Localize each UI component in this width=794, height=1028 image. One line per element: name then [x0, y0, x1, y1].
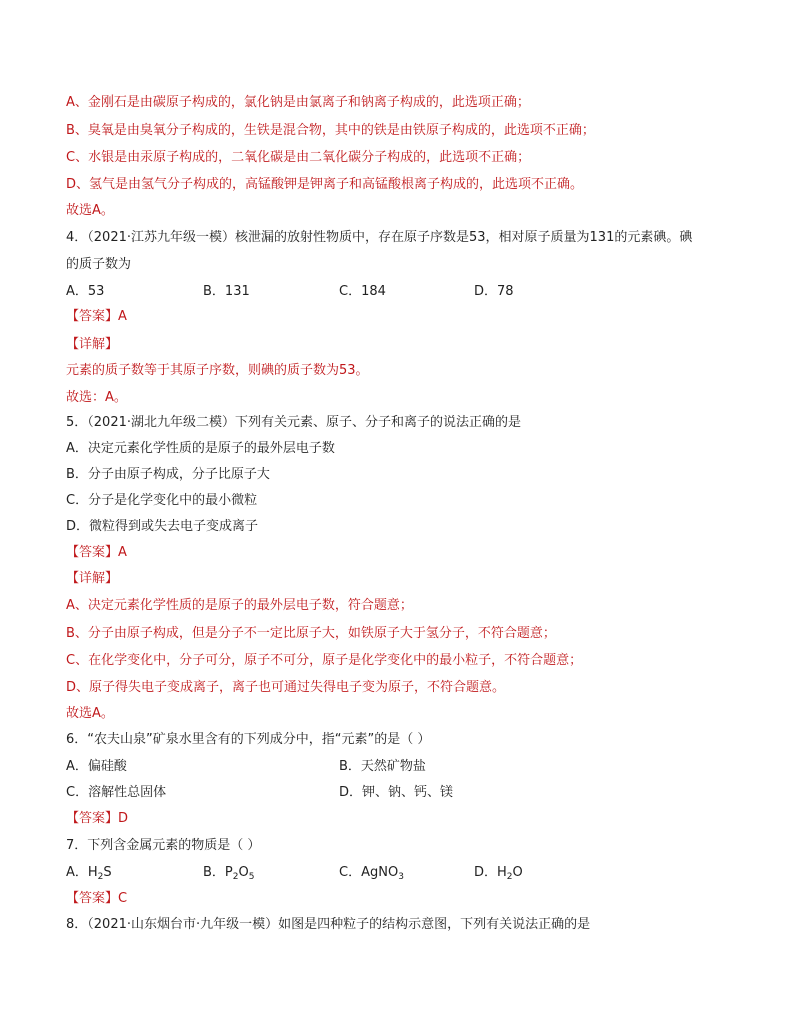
- question-4-stem-1: 4．（2021·江苏九年级一模）核泄漏的放射性物质中，存在原子序数是53，相对原子质量为131的元素碘。碘: [66, 230, 693, 245]
- question-7-option-c: [339, 864, 404, 882]
- question-7-option-b-sub2: 5: [248, 872, 255, 882]
- question-6-stem: 6．“农夫山泉”矿泉水里含有的下列成分中，指“元素”的是（ ）: [66, 732, 431, 747]
- question-7-option-a-prefix: A．H: [66, 865, 98, 880]
- question-7-option-d-prefix: D．H: [474, 865, 507, 880]
- question-7-option-d: [474, 864, 523, 882]
- question-7-option-d-suffix: O: [512, 865, 523, 880]
- question-7-stem: 7．下列含金属元素的物质是（ ）: [66, 838, 261, 853]
- question-7-option-a-sub: 2: [97, 872, 104, 882]
- question-7-option-a: [66, 864, 112, 882]
- question-5-detail-c: C、在化学变化中，分子可分，原子不可分，原子是化学变化中的最小粒子，不符合题意；: [66, 653, 583, 668]
- question-5-conclusion: 故选A。: [66, 706, 114, 721]
- question-7-option-d-sub: 2: [506, 872, 513, 882]
- question-5-option-a: A．决定元素化学性质的是原子的最外层电子数: [66, 441, 335, 456]
- question-4-detail: 元素的质子数等于其原子序数，则碘的质子数为53。: [66, 363, 369, 378]
- question-6-option-d: D．钾、钠、钙、镁: [339, 785, 454, 800]
- solution-line-b: B、臭氧是由臭氧分子构成的，生铁是混合物，其中的铁是由铁原子构成的，此选项不正确；: [66, 123, 595, 138]
- question-7-option-a-suffix: S: [103, 865, 112, 880]
- question-4-stem-2: 的质子数为: [66, 257, 132, 272]
- question-5-detail-b: B、分子由原子构成，但是分子不一定比原子大，如铁原子大于氢分子，不符合题意；: [66, 626, 556, 641]
- question-8-stem: 8．（2021·山东烟台市·九年级一模）如图是四种粒子的结构示意图，下列有关说法正确的是: [66, 917, 591, 932]
- question-4-option-a: A．53: [66, 284, 105, 299]
- question-5-stem: 5．（2021·湖北九年级二模）下列有关元素、原子、分子和离子的说法正确的是: [66, 415, 521, 430]
- question-7-option-c-sub: 3: [398, 872, 404, 882]
- question-5-detail-d: D、原子得失电子变成离子，离子也可通过失得电子变为原子，不符合题意。: [66, 680, 506, 695]
- question-5-option-c: C．分子是化学变化中的最小微粒: [66, 493, 258, 508]
- question-6-option-c: C．溶解性总固体: [66, 785, 167, 800]
- question-6-option-a: A．偏硅酸: [66, 759, 127, 774]
- question-4-answer: 【答案】A: [66, 309, 127, 324]
- solution-line-c: C、水银是由汞原子构成的，二氧化碳是由二氧化碳分子构成的，此选项不正确；: [66, 150, 531, 165]
- question-5-answer: 【答案】A: [66, 545, 127, 560]
- question-6-option-b: B．天然矿物盐: [339, 759, 426, 774]
- question-5-option-b: B．分子由原子构成，分子比原子大: [66, 467, 270, 482]
- solution-line-d: D、氢气是由氢气分子构成的，高锰酸钾是钾离子和高锰酸根离子构成的，此选项不正确。: [66, 177, 584, 192]
- question-4-option-c: C．184: [339, 284, 386, 299]
- question-5-detail-tag: 【详解】: [66, 571, 119, 586]
- question-4-detail-tag: 【详解】: [66, 337, 119, 352]
- question-5-option-d: D．微粒得到或失去电子变成离子: [66, 519, 259, 534]
- question-7-option-b-prefix: B．P: [203, 865, 233, 880]
- question-7-option-c-prefix: C．AgNO: [339, 865, 399, 880]
- question-7-answer: 【答案】C: [66, 891, 128, 906]
- question-4-conclusion: 故选：A。: [66, 390, 127, 405]
- question-5-detail-a: A、决定元素化学性质的是原子的最外层电子数，符合题意；: [66, 598, 413, 613]
- question-7-option-b-mid: O: [238, 865, 249, 880]
- question-6-answer: 【答案】D: [66, 811, 129, 826]
- solution-line-a: A、金刚石是由碳原子构成的，氯化钠是由氯离子和钠离子构成的，此选项正确；: [66, 95, 530, 110]
- question-4-option-b: B．131: [203, 284, 250, 299]
- question-7-option-b: [203, 864, 254, 882]
- solution-conclusion: 故选A。: [66, 203, 114, 218]
- question-4-option-d: D．78: [474, 284, 514, 299]
- question-7-option-b-sub: 2: [232, 872, 239, 882]
